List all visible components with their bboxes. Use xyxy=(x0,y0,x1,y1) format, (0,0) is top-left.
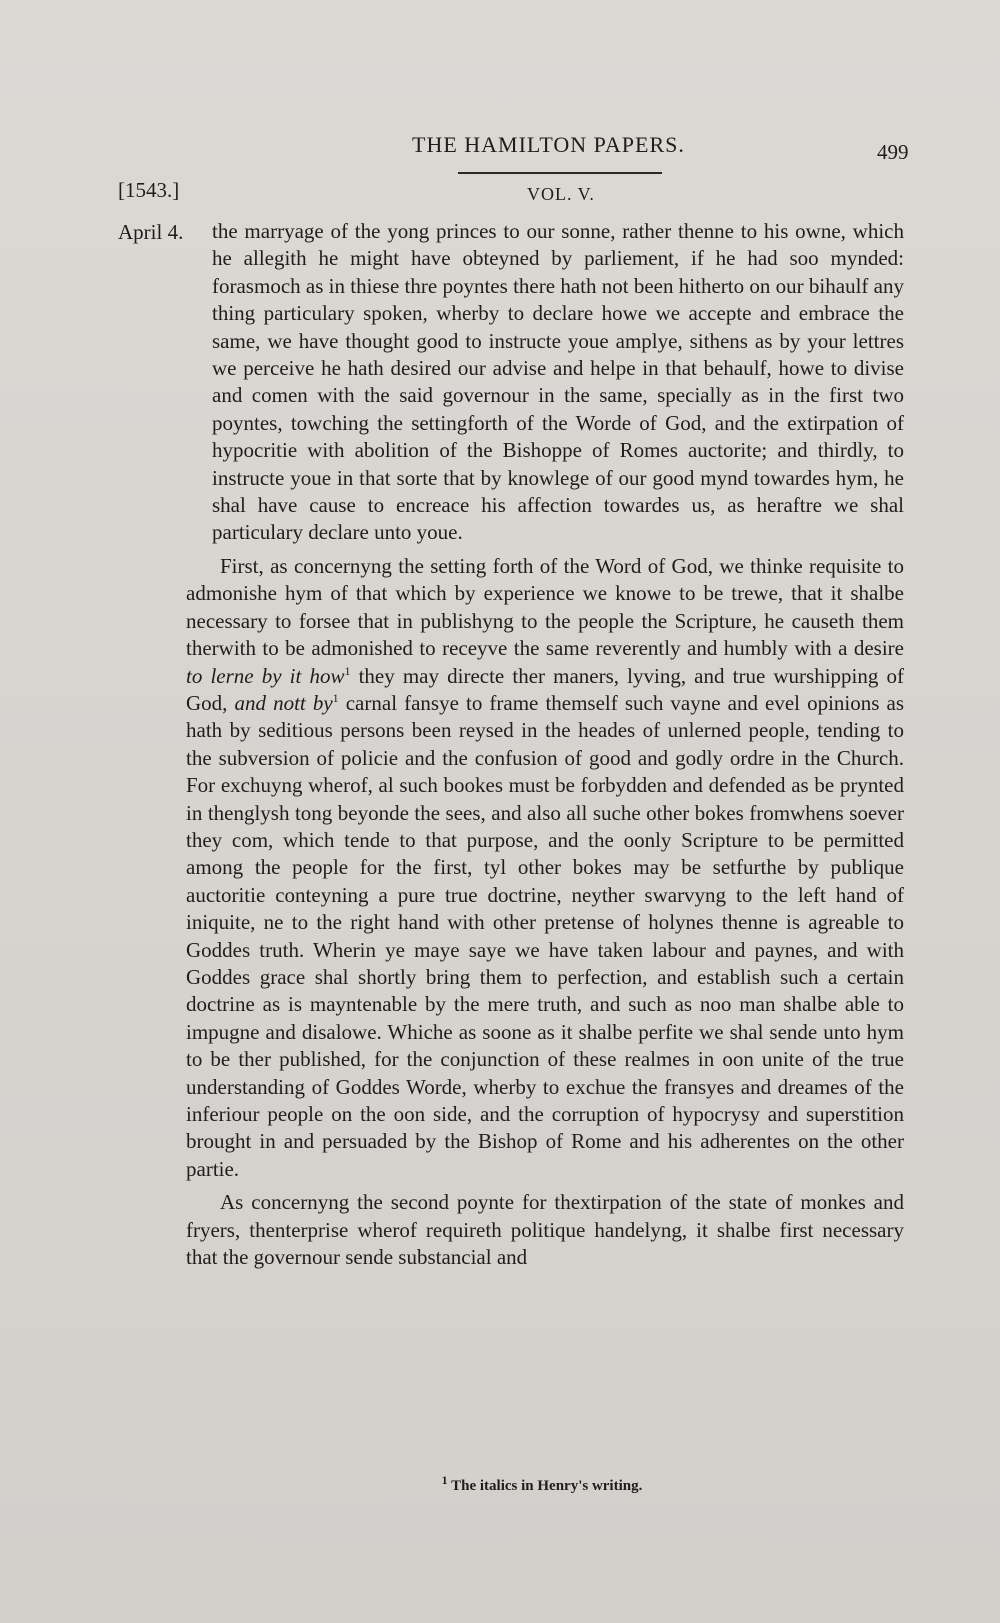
year-label: [1543.] xyxy=(118,178,180,202)
italic-phrase-2: and nott by xyxy=(234,690,333,715)
paragraph-2-part-c: carnal fansye to frame themself such vayne and evel opinions as hath by seditious persons been reysed in the heades of unlerned people, tending to the subversion of policie and the confusion of good and godly ordre in the Church. For exchuyng wherof, al such bookes must be forbydden and defended as be prynted in thenglysh tong beyonde the sees, and also all suche other bokes fromwhens soever they com, which tende to that purpose, and the oonly Scripture to be permitted among the people for the first, tyl other bokes may be setfurthe by publique auctoritie conteyning a pure true doctrine, neyther swarvyng to the left hand of iniquite, ne to the right hand with other pretense of holynes thenne is agreable to Goddes truth. Wherin ye maye saye we have taken labour and paynes, and with Goddes grace shal shortly bring them to perfection, and establish such a certain doctrine as is mayntenable by the mere truth, and such as noo man shalbe able to impugne and disalowe. Whiche as soone as it shalbe perfite we shal sende unto hym to be ther published, for the conjunction of these realmes in oon unite of the true understanding of Goddes Worde, wherby to exchue the fransyes and dreames of the inferiour people on the oon side, and the corruption of hypocrysy and superstition brought in and persuaded by the Bishop of Rome and his adherentes on the other partie. xyxy=(186,690,904,1181)
footnote xyxy=(0,1473,1000,1495)
volume-label: VOL. V. xyxy=(527,184,595,204)
body-text xyxy=(186,218,904,1271)
running-head xyxy=(0,132,1000,172)
footnote-text: The italics in Henry's writing. xyxy=(451,1478,643,1494)
footnote-ref-1: 1 xyxy=(344,663,351,678)
italic-phrase-1: to lerne by it how xyxy=(186,663,345,688)
paragraph-3-text: As concernyng the second poynte for thextirpation of the state of monkes and fryers, thenterprise wherof requireth politique handelyng, it shalbe first necessary that the governour sende substancial and xyxy=(186,1190,904,1270)
paragraph-2-part-a: First, as concernyng the setting forth of the Word of God, we thinke requisite to admonishe hym of that which by experience we knowe to be trewe, that it shalbe necessary to forsee that in publishyng to the people the Scripture, he causeth them therwith to be admonished to receyve the same reverently and humbly with a desire xyxy=(186,553,904,661)
footnote-mark: 1 xyxy=(441,1473,448,1487)
page-title: THE HAMILTON PAPERS. xyxy=(412,132,685,157)
paragraph-2 xyxy=(186,553,904,1183)
paragraph-3 xyxy=(186,1189,904,1271)
paragraph-1-text: the marryage of the yong princes to our sonne, rather thenne to his owne, which he allegith he might have obteyned by parliement, if he had soo mynded: forasmoch as in thiese thre poyntes there hath not been hitherto on our bihaulf any thing particulary spoken, wherby to declare howe we accepte and embrace the same, we have thought good to instructe youe amplye, sithens as by your lettres we perceive he hath desired our advise and helpe in that behaulf, howe to divise and comen with the said governour in the same, specially as in the first two poyntes, towching the settingforth of the Worde of God, and the extirpation of hypocritie with abolition of the Bishoppe of Romes auctorite; and thirdly, to instructe youe in that sorte that by knowlege of our good mynd towardes hym, he shal have cause to encreace his affection towardes us, as heraftre we shal particulary declare unto youe. xyxy=(212,219,904,545)
page-number: 499 xyxy=(877,140,909,164)
margin-date: April 4. xyxy=(118,220,184,244)
paragraph-1 xyxy=(186,218,904,547)
paragraph-2-part-b: they may directe ther maners, lyving, and true wurshipping of God, xyxy=(186,663,904,715)
footnote-ref-2: 1 xyxy=(332,690,339,705)
title-rule xyxy=(458,172,662,174)
